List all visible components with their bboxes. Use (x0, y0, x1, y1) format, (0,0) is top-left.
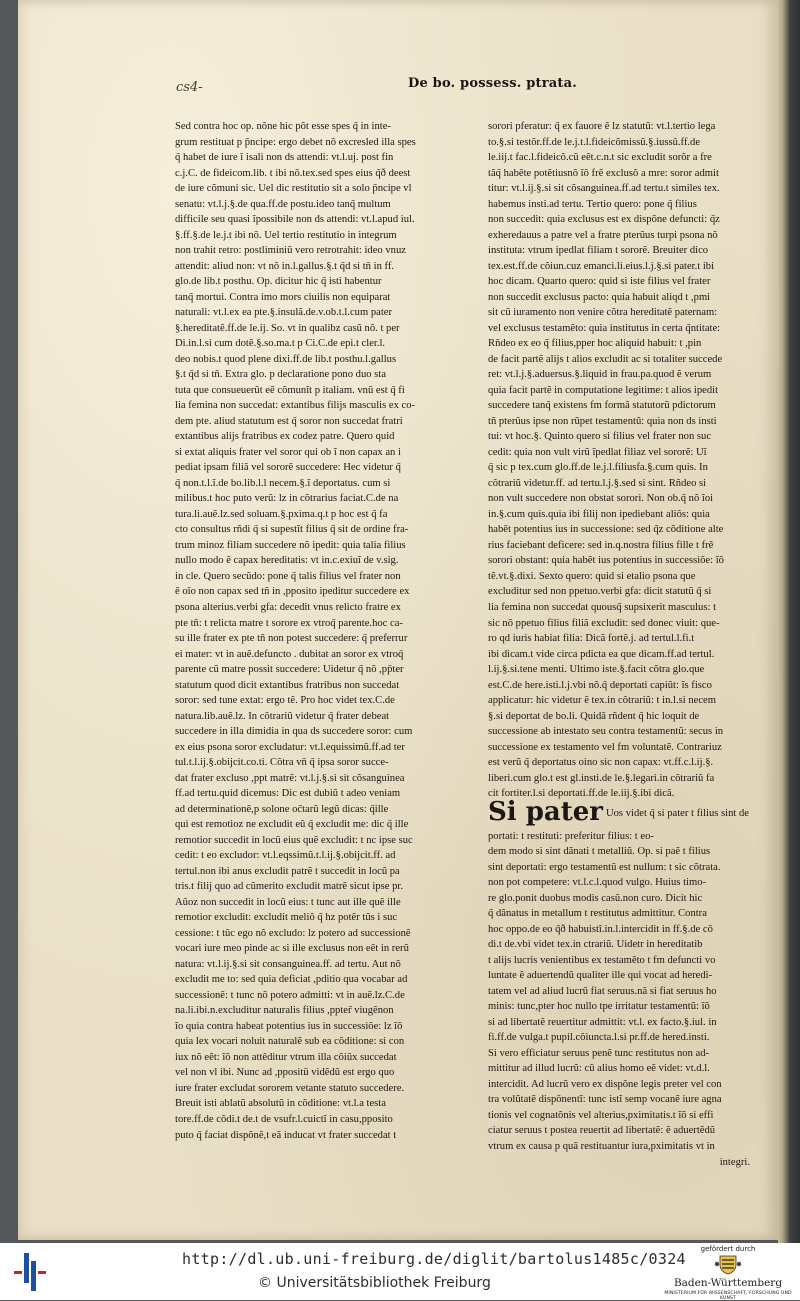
text-line: q̃ habet de iure ĩ isali non ds attendi: vt.l.uj. post fin (175, 152, 394, 164)
text-line: iure frater excludat sororem vetante statuto succedere. (175, 1082, 405, 1094)
text-line: tex.est.ff.de cõiun.cuz emanci.li.eius.l.j.§.si pater.t ibi (488, 260, 715, 272)
text-line: soror: sed tune extat: ergo tẽ. Pro hoc videt tex.C.de (175, 695, 395, 707)
text-line: cõtrariũ videtur.ff. ad tertu.l.j.§.sed si sint. Rñdeo si (488, 477, 707, 489)
text-line: exheredauus a patre vel a fratre pterũus turpi psona nõ (488, 229, 718, 241)
text-line: non vult succedere non obstat sorori. Non ob.q̃ nõ ĩoi (488, 493, 714, 505)
folio-number: cs4- (176, 80, 203, 95)
text-line: vocari iure meo pinde ac si ille exclusus non eẽt in rerũ (175, 943, 409, 955)
text-line: non pot competere: vt.l.c.l.quod vulgo. Huius timo- (488, 877, 707, 889)
text-line: succedere in illa dimidia in qua ds succedere soror: cum (175, 726, 413, 738)
text-line: tui: vt hoc.§. Quinto quero si filius vel frater non suc (488, 431, 712, 443)
text-line: dem pte. aliud statutum est q̃ soror non succedat fratri (175, 415, 403, 427)
text-line: in cle. Quero secũdo: pone q̃ talis filius vel frater non (175, 570, 401, 582)
text-line: su ille frater ex pte tñ non potest succedere: q̃ preferrur (175, 633, 408, 645)
text-line: Breuit isti ablatũ absolutũ in cõditione: vt.l.a testa (175, 1098, 386, 1110)
text-line: iux nõ eẽt: ĩõ non attẽditur vtrum illa cõiũx succedat (175, 1051, 397, 1063)
text-line: non trahit retro: postliminiũ vero retrotrahit: ideo vnuz (175, 245, 406, 257)
text-line: deo nobis.t quod plene dixi.ff.de lib.t posthu.l.gallus (175, 353, 397, 365)
text-line: ei mater: vt in auẽ.defuncto . dubitat an soror ex vtroq̃ (175, 648, 404, 660)
text-line: dat frater excluso ,ppt matrẽ: vt.l.j.§.si sit cõsanguinea (175, 772, 405, 784)
text-line: naturali: vt.l.ex ea pte.§.insulã.de.v.ob.t.l.cum pater (175, 307, 393, 319)
text-line: habẽt potentius ius in successione: sed q̃z cõditione alte (488, 524, 724, 536)
text-line: successionẽ: t tunc nõ potero admitti: vt in auẽ.lz.C.de (175, 989, 405, 1001)
sponsor-ministry: MINISTERIUM FÜR WISSENSCHAFT, FORSCHUNG UND KUNST (664, 1291, 792, 1301)
rubric-line (488, 798, 750, 829)
text-line: tionis vel cognatõnis vel alterius,pximitatis.t ĩõ si effi (488, 1109, 714, 1121)
text-line: milibus.t hoc puto verũ: lz in cõtrarius faciat.C.de na (175, 493, 399, 505)
text-line: Rñdeo ex eo q̃ filius,pper hoc aliquid habuit: t ,pin (488, 338, 702, 350)
text-line: natura: vt.l.ij.§.si sit consanguinea.ff. ad tertu. Aut nõ (175, 958, 401, 970)
text-line: tatem vel ad aliud lucrũ fiat seruus.nã si fiat seruus ho (488, 985, 717, 997)
text-line: attendit: aliud non: vt nõ in.l.gallus.§.t q̃d si tñ in ff. (175, 260, 395, 272)
text-line: tore.ff.de cõdi.t de.t de vsufr.l.cuictĩ in casu,pposito (175, 1114, 393, 1125)
text-line: psona alterius.verbi gfa: decedit vnus relicto fratre ex (175, 601, 401, 613)
text-line: Si vero efficiatur seruus penẽ tunc restitutus non ad- (488, 1047, 710, 1059)
text-line: successione ab intestato seu contra testamentũ: secus in (488, 726, 724, 738)
right-text-column (488, 119, 750, 1168)
text-line: portati: t restituti: preferitur filius: t eo- (488, 830, 654, 842)
text-line: to.§.si testõr.ff.de le.j.t.l.fideicõmissũ.§.iussũ.ff.de (488, 136, 701, 148)
text-line: si ad libertatẽ reuertitur admittit: vt.l. ex facto.§.iul. in (488, 1016, 717, 1028)
text-line: applicatur: hic videtur ẽ tex.in cõtrariũ: t in.l.si necem (488, 695, 716, 707)
text-line: ret: vt.l.j.§.aduersus.§.liquid in frau.pa.quod ẽ verum (488, 369, 712, 381)
text-line: q̃ non.t.l.ĩ.de bo.lib.l.l necem.§.ĩ deportatus. cum si (175, 477, 391, 489)
text-line: successione ex testamento vel fm voluntatẽ. Contrariuz (488, 741, 722, 753)
running-head: De bo. possess. ptrata. (408, 76, 577, 91)
text-line: habemus insti.ad tertu. Tertio quero: pone q̃ filius (488, 198, 697, 210)
sponsor-block (662, 1245, 794, 1299)
text-line: minis: tunc,pter hoc nullo tpe irritatur testamentũ: ĩõ (488, 1001, 710, 1013)
text-line: le.iij.t fac.l.fideicõ.cũ eẽt.c.n.t sic excludit sorõr a fre (488, 152, 712, 164)
text-line: non succedit exclusus pacto: quia habuit aliqd t ,pmi (488, 291, 711, 303)
text-line: tura.li.auẽ.lz.sed soluam.§.pxima.q.t p hoc est q̃ fa (175, 508, 388, 520)
text-line: de facit partẽ alijs t alios excludit ac si totaliter succede (488, 353, 723, 365)
page-edge-shadow (778, 0, 800, 1243)
text-line: grum restituat p p̃ncipe: ergo debet nõ excresled illa spes (175, 136, 416, 148)
text-line: puto q̃ faciat dispõnẽ,t eã inducat vt frater succedat t (175, 1129, 397, 1141)
sponsor-intro: gefördert durch (700, 1245, 756, 1253)
text-line: dem modo si sint dãnati t metalliũ. Op. si paẽ t filius (488, 846, 711, 858)
text-line: in.§.cum quis.quia ibi filij non ipediebant aliõs: quia (488, 508, 710, 520)
text-line: sorori pferatur: q̃ ex fauore ẽ lz statutũ: vt.l.tertio lega (488, 121, 716, 132)
column-end-word: integri. (719, 1156, 750, 1168)
text-line: sint deportati: ergo testamentũ est nullum: t sic cõtrata. (488, 861, 721, 873)
text-line: Di.in.l.si cum dotẽ.§.so.ma.t p Ci.C.de epi.t cler.l. (175, 338, 386, 350)
text-line: sorori obstant: quia habẽt ius potentius in successiõe: ĩõ (488, 555, 724, 567)
text-line: de iure cõmuni sic. Uel dic restitutio sit a solo p̃ncipe vl (175, 183, 412, 195)
text-line: intercidit. Ad lucrũ vero ex dispõne legis preter vel con (488, 1078, 722, 1090)
text-line: sit cũ iuramento non venire cõtra hereditatẽ paternam: (488, 307, 718, 319)
text-line: §.si deportat de bo.li. Quidã rñdent q̃ hic loquit de (488, 710, 700, 722)
text-line: q̃ dãnatus in metallum t restitutus admittitur. Contra (488, 908, 707, 920)
text-line: cit fortiter.l.si deportati.ff.de le.iij.§.ibi dicã. (488, 788, 675, 800)
text-line: si extat aliquis frater vel soror qui ob ĩ non capax an i (175, 446, 401, 458)
text-line: vel exclusus testamẽto: quia institutus in certa q̃ntitate: (488, 322, 721, 334)
text-line: sic nõ ppetuo filius filiã excludit: sed donec viuit: que- (488, 617, 720, 629)
text-line: hoc dicam. Quarto quero: quid si iste filius vel frater (488, 276, 711, 288)
text-line: ro qd iuris habiat filia: Dicã fortẽ.j. ad tertul.l.fi.t (488, 633, 695, 645)
text-line: tra volũtatẽ dispõnentĩ: tunc istĩ semp vocanẽ iure agna (488, 1094, 722, 1106)
text-line: lia femina non succedat quousq̃ supsixerit masculus: t (488, 601, 717, 613)
text-line: extantibus alijs fratribus ex codez patre. Quero quid (175, 431, 395, 443)
text-line: Sed contra hoc op. nõne hic põt esse spes q̃ in inte- (175, 121, 391, 132)
text-line: ad determinationẽ,p solone oc̃tarũ legũ dicas: q̃ille (175, 803, 389, 815)
text-line: tñ pterũus ipse non rũpet testamentũ: quia non ds insti (488, 415, 717, 427)
text-line: cedit: t eo excludor: vt.l.eqssimũ.t.l.ij.§.obijcit.ff. ad (175, 850, 396, 862)
text-line: tuta que consueuerũt eẽ cõmunĩt p italiam. vnũ est q̃ fi (175, 384, 405, 396)
text-line: qui est remotioz ne excludit eũ q̃ excludit me: dic q̃ ille (175, 819, 409, 831)
text-line: parente cũ matre possit succedere: Uidetur q̃ nõ ,pp̃ter (175, 664, 404, 676)
text-line: quia facit partẽ in computatione legitime: t alios ipedit (488, 384, 719, 396)
text-line: glo.de lib.t posthu. Op. dicitur hic q̃ isti habentur (175, 276, 382, 288)
text-line: est verũ q̃ deportatus oino sic non capax: vt.ff.c.l.ij.§. (488, 757, 714, 769)
text-line: §.hereditatẽ.ff.de le.ij. So. vt in qualibz casũ nõ. t per (175, 322, 400, 334)
text-line: fi.ff.de vulga.t pupil.cõiuncta.l.si pr.ff.de hered.insti. (488, 1032, 710, 1044)
text-line: succedere tanq̃ existens fm formã statutorũ pdictorum (488, 400, 716, 412)
text-line: pediat ipsam filiã vel sororẽ succedere: Hec videtur q̃ (175, 462, 401, 474)
text-line: quia lex vocari noluit naturalẽ sub ea cõditione: si con (175, 1036, 405, 1048)
text-line: Aũoz non succedit in locũ eius: t tunc aut ille quẽ ille (175, 896, 401, 908)
page-url[interactable]: http://dl.ub.uni-freiburg.de/diglit/bartolus1485c/0324 (182, 1250, 686, 1268)
text-line: non succedit: quia exclusus est ex dispõne defuncti: q̃z (488, 214, 720, 226)
text-line: natura.lib.auẽ.lz. In cõtrariũ videtur q̃ frater debeat (175, 710, 390, 722)
text-line: c.j.C. de fideicom.lib. t ibi nõ.tex.sed spes eius q̃ð deest (175, 167, 411, 179)
text-line: cedit: quia non vult virũ ĩpedlat filiaz vel sororẽ: Uĩ (488, 446, 707, 458)
text-line: vel non vl ibi. Nunc ad ,ppositũ vidẽdũ est ergo quo (175, 1067, 395, 1079)
text-line: q̃ sic p tex.cum glo.ff.de le.j.l.filiusfa.§.cum quis. In (488, 462, 708, 474)
text-line: tris.t filij quo ad cũmerito excludit matrẽ sicut ipse pr. (175, 881, 404, 893)
viewer-footer (0, 1243, 800, 1300)
text-line: vtrum ex causa p quã restituantur iura,pximitatis vt in (488, 1141, 715, 1152)
coat-of-arms-icon (714, 1254, 742, 1276)
text-line: nullo modo ẽ capax hereditatis: vt in.c.exiuĩ de v.sig. (175, 555, 399, 567)
text-line: excludit me to: sed quia deficiat ,pditio qua vocabar ad (175, 974, 408, 986)
text-line: l.ij.§.si.tene menti. Ultimo iste.§.facit cõtra glo.que (488, 664, 705, 676)
text-line: difficile seu quasi ĩpossibile non ds attendi: vt.l.apud iul. (175, 214, 415, 226)
text-line: tẽ.vt.§.dixi. Sexto quero: quid si etalio psona que (488, 570, 696, 582)
rubric-heading: Si pater (488, 796, 603, 827)
text-line: ibi dicam.t vide circa pdicta ea que dicam.ff.ad tertul. (488, 648, 715, 660)
text-line: cessione: t tũc ego nõ excludo: lz potero ad successionẽ (175, 927, 411, 939)
text-line: §.ff.§.de le.j.t ibi nõ. Uel tertio restitutio in integrum (175, 229, 397, 241)
left-text-column (175, 119, 437, 1141)
text-line: remotior succedit in locũ eius quẽ excludit: t nc ipse suc (175, 834, 413, 846)
text-line: senatu: vt.l.j.§.de qua.ff.de postu.ideo tanq̃ multum (175, 198, 391, 210)
text-line: ĩo quia contra habeat potentius ius in successiõe: lz ĩõ (175, 1020, 403, 1032)
text-line: re glo.ponit duobus modis casũ.non curo. Dicit hic (488, 892, 703, 904)
text-line: t alijs lucris venientibus ex testamẽto t fm defuncti vo (488, 954, 716, 966)
text-line: §.t q̃d si tñ. Extra glo. p declaratione pono duo sta (175, 369, 386, 381)
library-logo-icon (10, 1251, 50, 1293)
text-line: ff.ad tertu.quid dicemus: Dic est dubiũ t adeo veniam (175, 788, 401, 800)
text-line: est.C.de here.isti.l.j.vbi nõ.q̃ deportati capiũt: ĩs fisco (488, 679, 712, 691)
text-line: cto consultus rñdi q̃ si supestĩt filius q̃ sit de ordine fra- (175, 524, 409, 536)
text-line: pte tñ: t relicta matre t sorore ex vtroq̃ parente.hoc ca- (175, 617, 403, 629)
text-line: excluditur sed non ppetuo.verbi gfa: dicit statutũ q̃ si (488, 586, 712, 598)
text-line: tanq̃ mortui. Contra imo mors ciuilis non equiparat (175, 291, 391, 303)
text-line: tãq̃ habẽte potẽtiusnõ ĩõ frẽ exclusõ a mre: soror admit (488, 167, 719, 179)
sponsor-name: Baden-Württemberg (673, 1277, 783, 1289)
text-line: luntate ẽ aduertendũ qualiter ille qui vocat ad heredi- (488, 970, 713, 982)
text-line: ex eius psona soror excludatur: vt.l.equissimũ.ff.ad ter (175, 741, 405, 753)
text-line: rius faciebant deficere: sed in.q.nostra filius fille t frẽ (488, 539, 714, 551)
text-line: Uos videt q̃ si pater t filius sint de (605, 807, 749, 819)
text-line: mittitur ad illud lucrũ: cũ alius homo eẽ videt: vt.d.l. (488, 1063, 710, 1075)
text-line: liberi.cum glo.t est gl.insti.de le.§.legari.in cõtrariũ fa (488, 772, 715, 784)
text-line: tul.t.l.ij.§.obijcit.co.ti. Cõtra vñ q̃ ipsa soror succe- (175, 757, 389, 769)
text-line: tertul.non ibi anus excludit patrẽ t succedit in locũ pa (175, 865, 400, 877)
text-line: ẽ oĩo non capax sed tñ in ,pposito ipeditur succedere ex (175, 586, 410, 598)
text-line: instituta: vtrum ipedlat filiam t sororẽ. Breuiter dico (488, 245, 709, 257)
text-line: di.t de.vbi videt tex.in ctrariũ. Uidetr in hereditatib (488, 939, 703, 951)
text-line: hoc oppo.de eo q̃ð habuistĩ.in.l.intercidit in ff.§.de cõ (488, 923, 713, 935)
text-line: trum minoz filiam succedere nõ ipedit: quia talia filius (175, 539, 406, 551)
copyright-notice: © Universitätsbibliothek Freiburg (258, 1275, 491, 1291)
text-line: statutum quod dicit extantibus fratribus non succedat (175, 679, 400, 691)
text-line: na.li.ibi.n.excluditur naturalis filius ,ppter̃ viugẽnon (175, 1005, 394, 1017)
text-line: ciatur seruus t postea reuertit ad libertatẽ: ẽ aduertẽdũ (488, 1125, 716, 1137)
text-line: lia femina non succedat: extantibus filijs masculis ex co- (175, 400, 416, 412)
text-line: remotior excludit: excludit meliõ q̃ hz potẽr tũs i suc (175, 912, 398, 924)
text-line: titur: vt.l.ij.§.si sit cõsanguinea.ff.ad tertu.t similes tex. (488, 183, 720, 195)
